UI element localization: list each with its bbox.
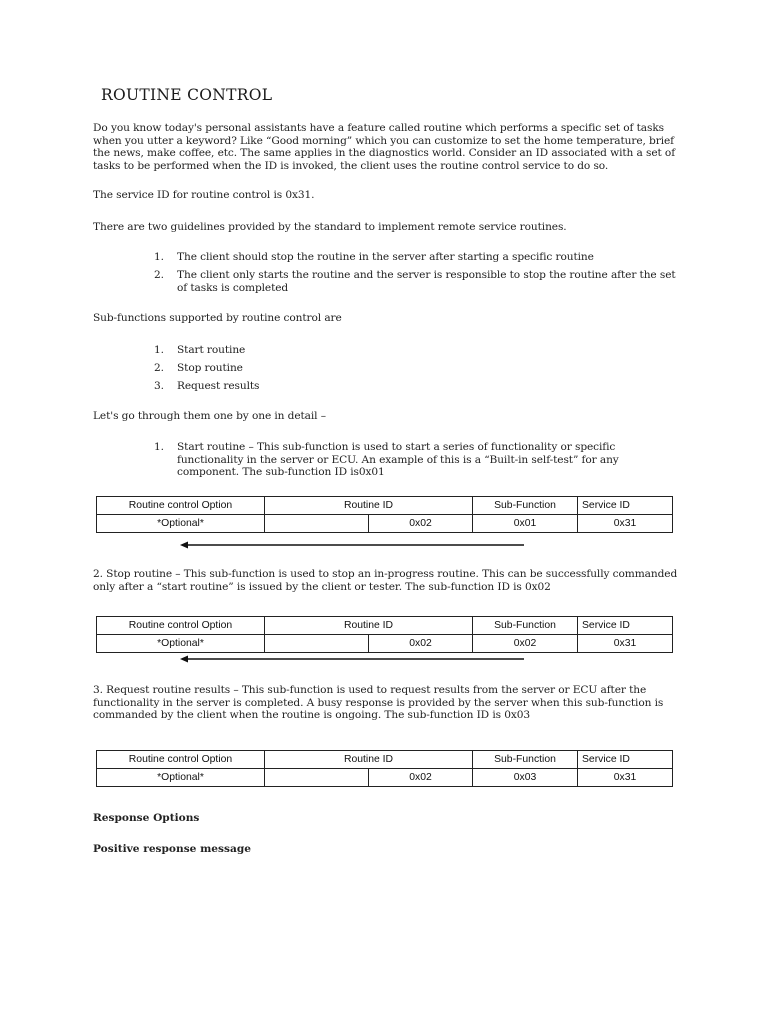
header-routine-control-option: Routine control Option [97, 497, 265, 515]
header-service-id: Service ID [578, 751, 673, 769]
routine-table-results [96, 750, 673, 787]
header-sub-function: Sub-Function [473, 617, 578, 635]
list-number: 2. [154, 269, 164, 281]
left-arrow-icon [180, 654, 524, 664]
list-number: 1. [154, 441, 164, 453]
cell-sub-function: 0x01 [473, 515, 578, 533]
list-number: 1. [154, 344, 164, 356]
header-service-id: Service ID [578, 617, 673, 635]
list-item: The client only starts the routine and the server is responsible to stop the routine after the set of tasks is completed [177, 269, 676, 294]
list-number: 2. [154, 362, 164, 374]
list-item: The client should stop the routine in the server after starting a specific routine [177, 251, 594, 263]
cell-empty [265, 515, 369, 533]
detail-start-routine: Start routine – This sub-function is used to start a series of functionality or specific functionality in the server or ECU. An example of this is a “Built-in self-test” for any component. The sub-function ID is0x01 [177, 441, 619, 479]
positive-response-heading: Positive response message [93, 843, 251, 855]
subfunctions-intro: Sub-functions supported by routine control are [93, 312, 342, 324]
header-routine-id: Routine ID [265, 617, 473, 635]
intro-paragraph: Do you know today's personal assistants have a feature called routine which performs a specific set of tasks when you utter a keyword? Like “Good morning” which you can customize to set the home temperature, brief the news, make coffee, etc. The same applies in the diagnostics world. Consider an ID associated with a set of tasks to be performed when the ID is invoked, the client uses the routine control service to do so. [93, 122, 676, 172]
list-item: Stop routine [177, 362, 243, 374]
header-routine-id: Routine ID [265, 751, 473, 769]
list-item: Start routine [177, 344, 246, 356]
header-routine-id: Routine ID [265, 497, 473, 515]
header-routine-control-option: Routine control Option [97, 751, 265, 769]
cell-routine-id: 0x02 [369, 635, 473, 653]
header-sub-function: Sub-Function [473, 497, 578, 515]
cell-optional: *Optional* [97, 635, 265, 653]
header-routine-control-option: Routine control Option [97, 617, 265, 635]
detail-request-results: 3. Request routine results – This sub-function is used to request results from the server or ECU after the functionality in the server is completed. A busy response is provided by the server when this sub-function is commanded by the client when the routine is ongoing. The sub-function ID is 0x03 [93, 684, 664, 722]
list-number: 3. [154, 380, 164, 392]
cell-routine-id: 0x02 [369, 515, 473, 533]
cell-service-id: 0x31 [578, 515, 673, 533]
list-number: 1. [154, 251, 164, 263]
routine-table-start [96, 496, 673, 533]
cell-empty [265, 769, 369, 787]
cell-service-id: 0x31 [578, 635, 673, 653]
routine-table-stop [96, 616, 673, 653]
detail-intro: Let's go through them one by one in detail – [93, 410, 326, 422]
cell-service-id: 0x31 [578, 769, 673, 787]
response-options-heading: Response Options [93, 812, 200, 824]
cell-optional: *Optional* [97, 515, 265, 533]
service-id-paragraph: The service ID for routine control is 0x31. [93, 189, 315, 201]
cell-sub-function: 0x03 [473, 769, 578, 787]
guidelines-intro: There are two guidelines provided by the standard to implement remote service routines. [93, 221, 567, 233]
cell-sub-function: 0x02 [473, 635, 578, 653]
cell-empty [265, 635, 369, 653]
detail-stop-routine: 2. Stop routine – This sub-function is used to stop an in-progress routine. This can be successfully commanded only after a “start routine” is issued by the client or tester. The sub-function ID is 0x02 [93, 568, 678, 593]
left-arrow-icon [180, 540, 524, 550]
header-sub-function: Sub-Function [473, 751, 578, 769]
cell-optional: *Optional* [97, 769, 265, 787]
header-service-id: Service ID [578, 497, 673, 515]
cell-routine-id: 0x02 [369, 769, 473, 787]
page-title: ROUTINE CONTROL [101, 86, 273, 104]
list-item: Request results [177, 380, 260, 392]
